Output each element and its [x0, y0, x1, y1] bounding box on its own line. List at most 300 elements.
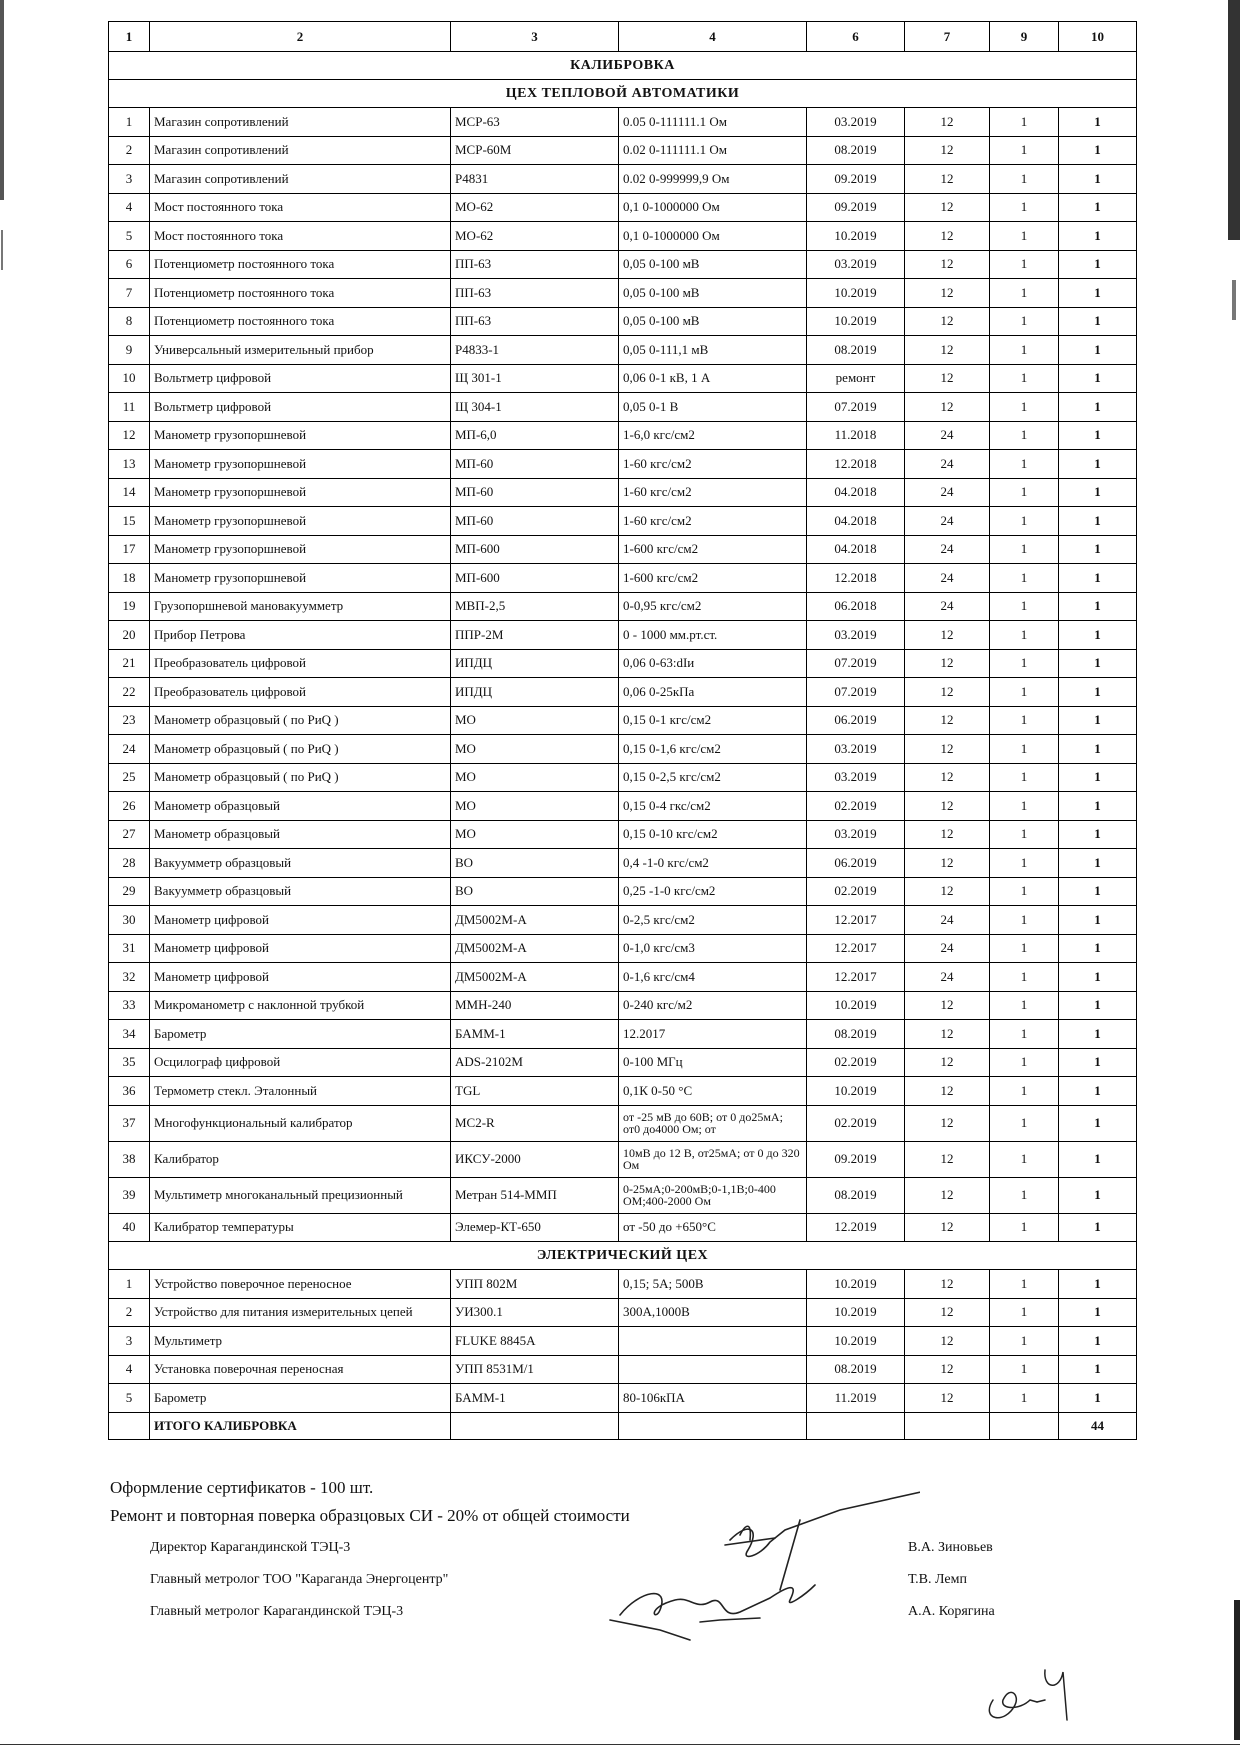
table-cell: 03.2019	[807, 763, 905, 792]
table-cell: 1	[990, 592, 1059, 621]
table-cell: 1	[109, 108, 150, 137]
table-cell: 1	[990, 222, 1059, 251]
table-cell: МСР-60М	[451, 136, 619, 165]
table-cell: 1	[990, 1141, 1059, 1177]
table-cell: 0,05 0-100 мВ	[619, 307, 807, 336]
table-cell: 1	[990, 136, 1059, 165]
table-cell: Устройство поверочное переносное	[150, 1270, 451, 1299]
table-cell: 12	[905, 193, 990, 222]
table-cell: 03.2019	[807, 250, 905, 279]
table-cell: 6	[109, 250, 150, 279]
table-cell: 1	[990, 991, 1059, 1020]
table-cell: Манометр образцовый ( по РиQ )	[150, 763, 451, 792]
header-cell: 3	[451, 22, 619, 52]
table-cell: 12	[905, 1298, 990, 1327]
table-cell: 1	[990, 649, 1059, 678]
table-cell: Прибор Петрова	[150, 621, 451, 650]
title-row	[109, 52, 1137, 80]
table-cell: 1	[1059, 1020, 1137, 1049]
table-cell: 12	[905, 1327, 990, 1356]
table-cell: 24	[905, 450, 990, 479]
table-cell: Магазин сопротивлений	[150, 165, 451, 194]
table-cell: ППР-2М	[451, 621, 619, 650]
table-row	[109, 820, 1137, 849]
table-cell: 1	[1059, 364, 1137, 393]
table-cell: 34	[109, 1020, 150, 1049]
table-cell: 24	[905, 564, 990, 593]
table-cell: 0,06 0-63:dIи	[619, 649, 807, 678]
table-cell: 12	[905, 1077, 990, 1106]
table-cell: Щ 301-1	[451, 364, 619, 393]
table-cell: 0-100 МГц	[619, 1048, 807, 1077]
table-cell: 08.2019	[807, 1355, 905, 1384]
table-cell: 0-25мА;0-200мВ;0-1,1В;0-400 ОМ;400-2000 Ом	[619, 1177, 807, 1213]
table-cell: 03.2019	[807, 820, 905, 849]
table-row	[109, 735, 1137, 764]
table-cell: от -50 до +650°С	[619, 1213, 807, 1242]
table-cell: 1	[990, 1020, 1059, 1049]
table-cell: 8	[109, 307, 150, 336]
table-cell: FLUKE 8845A	[451, 1327, 619, 1356]
table-cell: 1	[1059, 279, 1137, 308]
table-cell: 12	[109, 421, 150, 450]
table-cell: 12	[905, 1355, 990, 1384]
table-cell: 3	[109, 165, 150, 194]
table-cell: 03.2019	[807, 735, 905, 764]
table-cell: 12.2017	[807, 963, 905, 992]
table-cell: 24	[109, 735, 150, 764]
table-cell: Установка поверочная переносная	[150, 1355, 451, 1384]
table-cell: ремонт	[807, 364, 905, 393]
table-cell: 12	[905, 108, 990, 137]
table-cell: 24	[905, 421, 990, 450]
table-cell	[109, 1412, 150, 1439]
table-cell: 1	[1059, 678, 1137, 707]
table-cell: 1	[990, 963, 1059, 992]
signatory-role-1: Директор Карагандинской ТЭЦ-3	[150, 1540, 351, 1555]
table-cell: 02.2019	[807, 1048, 905, 1077]
table-cell: 11.2019	[807, 1384, 905, 1413]
table-cell: Манометр цифровой	[150, 963, 451, 992]
table-cell: 9	[109, 336, 150, 365]
total-value: 44	[1059, 1412, 1137, 1439]
table-cell: 0,15; 5А; 500В	[619, 1270, 807, 1299]
table-row	[109, 1077, 1137, 1106]
table-cell: Универсальный измерительный прибор	[150, 336, 451, 365]
table-cell: ADS-2102M	[451, 1048, 619, 1077]
table-cell: 23	[109, 706, 150, 735]
table-cell: 1	[1059, 450, 1137, 479]
table-cell: 80-106кПА	[619, 1384, 807, 1413]
table-cell: Метран 514-ММП	[451, 1177, 619, 1213]
table-cell: 0,15 0-1 кгс/см2	[619, 706, 807, 735]
table-cell: 0.02 0-111111.1 Ом	[619, 136, 807, 165]
table-cell: 1	[990, 1177, 1059, 1213]
table-cell: 11.2018	[807, 421, 905, 450]
header-row	[109, 22, 1137, 52]
table-cell: УПП 8531М/1	[451, 1355, 619, 1384]
table-cell: 1	[990, 193, 1059, 222]
table-cell: Потенциометр постоянного тока	[150, 307, 451, 336]
table-cell: МО	[451, 820, 619, 849]
table-cell	[619, 1412, 807, 1439]
table-row	[109, 1270, 1137, 1299]
calibration-table	[108, 21, 1137, 1440]
table-cell: Устройство для питания измерительных цепей	[150, 1298, 451, 1327]
table-cell: 12	[905, 1105, 990, 1141]
table-cell: 0,1 0-1000000 Ом	[619, 222, 807, 251]
table-cell: Мультиметр многоканальный прецизионный	[150, 1177, 451, 1213]
table-cell: 1	[1059, 307, 1137, 336]
table-row	[109, 336, 1137, 365]
table-row	[109, 678, 1137, 707]
table-cell	[451, 1412, 619, 1439]
table-cell: 1	[990, 535, 1059, 564]
table-cell: Р4833-1	[451, 336, 619, 365]
table-cell: 1	[1059, 1177, 1137, 1213]
table-row	[109, 1105, 1137, 1141]
table-cell: УИ300.1	[451, 1298, 619, 1327]
table-cell: 1	[1059, 393, 1137, 422]
table-cell: 1	[990, 792, 1059, 821]
table-cell: 12	[905, 763, 990, 792]
table-cell: 1	[1059, 535, 1137, 564]
table-cell: ПП-63	[451, 307, 619, 336]
table-cell: 1	[1059, 621, 1137, 650]
table-cell: УПП 802М	[451, 1270, 619, 1299]
table-cell: 4	[109, 1355, 150, 1384]
table-cell: 07.2019	[807, 678, 905, 707]
table-cell: Мультиметр	[150, 1327, 451, 1356]
table-cell: 5	[109, 222, 150, 251]
table-row	[109, 592, 1137, 621]
table-cell: 1	[1059, 763, 1137, 792]
table-cell: Манометр грузопоршневой	[150, 507, 451, 536]
table-cell: 35	[109, 1048, 150, 1077]
table-cell: 27	[109, 820, 150, 849]
table-cell: 11	[109, 393, 150, 422]
table-cell: 03.2019	[807, 108, 905, 137]
table-cell: 1	[990, 1077, 1059, 1106]
scan-bottom-edge	[0, 1744, 1240, 1745]
table-cell: 10.2019	[807, 1077, 905, 1106]
table-cell: 1	[1059, 991, 1137, 1020]
table-cell: 0,15 0-1,6 кгс/см2	[619, 735, 807, 764]
table-cell: 12	[905, 792, 990, 821]
table-cell: 3	[109, 1327, 150, 1356]
table-cell: 0.05 0-111111.1 Ом	[619, 108, 807, 137]
table-cell: МП-60	[451, 507, 619, 536]
table-cell: 1	[990, 1384, 1059, 1413]
table-cell: 0,05 0-100 мВ	[619, 250, 807, 279]
table-cell: 26	[109, 792, 150, 821]
table-cell: ДМ5002М-А	[451, 934, 619, 963]
table-cell: 1	[990, 250, 1059, 279]
scan-edge-left	[0, 0, 8, 1754]
table-cell: 12	[905, 621, 990, 650]
table-cell: МП-600	[451, 564, 619, 593]
table-cell: 40	[109, 1213, 150, 1242]
table-cell: Манометр цифровой	[150, 934, 451, 963]
table-cell: 06.2019	[807, 849, 905, 878]
table-cell: МО-62	[451, 222, 619, 251]
table-cell: БАММ-1	[451, 1384, 619, 1413]
table-row	[109, 535, 1137, 564]
table-cell: 1	[990, 934, 1059, 963]
table-cell: 12	[905, 877, 990, 906]
table-cell: 0,15 0-4 гкс/см2	[619, 792, 807, 821]
certificates-note: Оформление сертификатов - 100 шт.	[110, 1478, 374, 1497]
table-cell: 1	[990, 108, 1059, 137]
table-cell: 1	[1059, 934, 1137, 963]
table-row	[109, 108, 1137, 137]
table-row	[109, 307, 1137, 336]
table-cell	[619, 1355, 807, 1384]
table-cell: 1	[1059, 877, 1137, 906]
table-cell: МО	[451, 706, 619, 735]
table-cell: Щ 304-1	[451, 393, 619, 422]
table-cell: 37	[109, 1105, 150, 1141]
table-cell: 1	[1059, 421, 1137, 450]
table-cell	[990, 1412, 1059, 1439]
table-cell: 10.2019	[807, 991, 905, 1020]
table-cell: 2	[109, 136, 150, 165]
table-row	[109, 222, 1137, 251]
table-cell: Потенциометр постоянного тока	[150, 279, 451, 308]
table-cell: Барометр	[150, 1384, 451, 1413]
table-row	[109, 792, 1137, 821]
table-cell: Калибратор температуры	[150, 1213, 451, 1242]
table-cell: 19	[109, 592, 150, 621]
table-cell: Манометр образцовый ( по РиQ )	[150, 706, 451, 735]
repair-note: Ремонт и повторная поверка образцовых СИ - 20% от общей стоимости	[110, 1506, 630, 1525]
table-cell: 1	[990, 507, 1059, 536]
table-cell: 1-6,0 кгс/см2	[619, 421, 807, 450]
table-row	[109, 450, 1137, 479]
table-cell: 12	[905, 991, 990, 1020]
table-cell: Р4831	[451, 165, 619, 194]
table-cell: 1	[990, 706, 1059, 735]
table-cell: 20	[109, 621, 150, 650]
table-cell: Преобразователь цифровой	[150, 649, 451, 678]
table-cell: 07.2019	[807, 393, 905, 422]
handwritten-signatures	[600, 1490, 920, 1650]
table-cell: 15	[109, 507, 150, 536]
table-row	[109, 1177, 1137, 1213]
table-cell: 0,25 -1-0 кгс/см2	[619, 877, 807, 906]
table-cell: 1-600 кгс/см2	[619, 564, 807, 593]
table-cell: 0-2,5 кгс/см2	[619, 906, 807, 935]
table-cell: 0,15 0-2,5 кгс/см2	[619, 763, 807, 792]
table-cell: 02.2019	[807, 1105, 905, 1141]
table-cell: Магазин сопротивлений	[150, 108, 451, 137]
table-cell: Вольтметр цифровой	[150, 393, 451, 422]
table-cell: 1	[990, 877, 1059, 906]
table-cell: МО	[451, 792, 619, 821]
table-cell: 1	[1059, 1270, 1137, 1299]
table-cell: 10.2019	[807, 307, 905, 336]
table-cell: Вакуумметр образцовый	[150, 849, 451, 878]
table-cell: Манометр грузопоршневой	[150, 421, 451, 450]
table-cell: 1	[1059, 820, 1137, 849]
total-row	[109, 1412, 1137, 1439]
table-cell: Манометр грузопоршневой	[150, 535, 451, 564]
table-cell: Калибратор	[150, 1141, 451, 1177]
table-cell: 12	[905, 820, 990, 849]
table-cell: 12	[905, 1020, 990, 1049]
table-cell: 1-60 кгс/см2	[619, 478, 807, 507]
table-cell: 0-240 кгс/м2	[619, 991, 807, 1020]
scan-edge-right	[1222, 0, 1240, 1754]
table-cell: 1	[990, 1048, 1059, 1077]
table-cell: Магазин сопротивлений	[150, 136, 451, 165]
table-row	[109, 507, 1137, 536]
table-cell: Многофункциональный калибратор	[150, 1105, 451, 1141]
table-cell: Преобразователь цифровой	[150, 678, 451, 707]
table-cell: МО-62	[451, 193, 619, 222]
table-cell: от -25 мВ до 60В; от 0 до25мА; от0 до4000 Ом; от	[619, 1105, 807, 1141]
table-cell: Вакуумметр образцовый	[150, 877, 451, 906]
table-cell: 1	[990, 336, 1059, 365]
table-cell: ВО	[451, 877, 619, 906]
table-cell: 30	[109, 906, 150, 935]
table-cell: 12.2017	[619, 1020, 807, 1049]
table-cell: 12	[905, 364, 990, 393]
table-row	[109, 136, 1137, 165]
table-row	[109, 165, 1137, 194]
table-row	[109, 763, 1137, 792]
section-header-row	[109, 1242, 1137, 1270]
table-cell: 08.2019	[807, 1020, 905, 1049]
table-cell: 0,4 -1-0 кгс/см2	[619, 849, 807, 878]
table-cell: 1	[1059, 1048, 1137, 1077]
table-cell: 10мВ до 12 В, от25мА; от 0 до 320 Ом	[619, 1141, 807, 1177]
table-cell: 32	[109, 963, 150, 992]
table-cell: 1	[1059, 1298, 1137, 1327]
table-cell	[619, 1327, 807, 1356]
table-cell: 1	[1059, 336, 1137, 365]
table-cell: Грузопоршневой мановакуумметр	[150, 592, 451, 621]
header-cell: 7	[905, 22, 990, 52]
table-cell: БАММ-1	[451, 1020, 619, 1049]
table-cell: 1	[990, 1270, 1059, 1299]
table-cell: 12	[905, 393, 990, 422]
table-cell: 1	[990, 421, 1059, 450]
table-cell: 0,05 0-111,1 мВ	[619, 336, 807, 365]
table-cell: 12	[905, 279, 990, 308]
table-cell: 03.2019	[807, 621, 905, 650]
table-cell: 1	[1059, 1077, 1137, 1106]
table-cell: 1	[109, 1270, 150, 1299]
table-cell: Манометр грузопоршневой	[150, 450, 451, 479]
table-row	[109, 621, 1137, 650]
table-row	[109, 393, 1137, 422]
header-cell: 6	[807, 22, 905, 52]
table-cell: 1-600 кгс/см2	[619, 535, 807, 564]
table-cell: 0,1 0-1000000 Ом	[619, 193, 807, 222]
table-cell: 0-1,0 кгс/см3	[619, 934, 807, 963]
table-cell: 12	[905, 165, 990, 194]
table-cell: 1	[1059, 963, 1137, 992]
table-cell: 12.2018	[807, 450, 905, 479]
table-cell: 36	[109, 1077, 150, 1106]
table-cell: Барометр	[150, 1020, 451, 1049]
table-row	[109, 421, 1137, 450]
table-cell: 12	[905, 649, 990, 678]
table-row	[109, 279, 1137, 308]
handwritten-initials	[975, 1660, 1085, 1730]
table-cell: TGL	[451, 1077, 619, 1106]
table-cell: 31	[109, 934, 150, 963]
table-row	[109, 991, 1137, 1020]
table-cell: 17	[109, 535, 150, 564]
header-cell: 10	[1059, 22, 1137, 52]
table-row	[109, 934, 1137, 963]
table-cell: 29	[109, 877, 150, 906]
section-header-row	[109, 80, 1137, 108]
table-cell: Манометр грузопоршневой	[150, 564, 451, 593]
signatory-role-2: Главный метролог ТОО "Караганда Энергоцентр"	[150, 1572, 449, 1587]
table-cell: 1	[990, 564, 1059, 593]
table-cell: 1	[1059, 507, 1137, 536]
table-cell: Термометр стекл. Эталонный	[150, 1077, 451, 1106]
table-cell: 07.2019	[807, 649, 905, 678]
table-cell: 08.2019	[807, 1177, 905, 1213]
table-cell: 09.2019	[807, 1141, 905, 1177]
table-cell: 1	[990, 450, 1059, 479]
table-cell: 300А,1000В	[619, 1298, 807, 1327]
table-cell: 0,1К 0-50 °С	[619, 1077, 807, 1106]
table-row	[109, 1355, 1137, 1384]
table-cell: 10.2019	[807, 1298, 905, 1327]
table-cell: 10	[109, 364, 150, 393]
signatory-name-2: Т.В. Лемп	[908, 1572, 967, 1587]
table-cell: 09.2019	[807, 193, 905, 222]
table-cell	[807, 1412, 905, 1439]
table-cell: 28	[109, 849, 150, 878]
table-cell: ДМ5002М-А	[451, 906, 619, 935]
table-cell: 13	[109, 450, 150, 479]
table-cell: 12	[905, 222, 990, 251]
table-cell: 12	[905, 250, 990, 279]
table-cell: 1	[1059, 706, 1137, 735]
table-cell: 1	[990, 279, 1059, 308]
table-cell: 1	[990, 364, 1059, 393]
table-cell: 0 - 1000 мм.рт.ст.	[619, 621, 807, 650]
table-cell: 1	[1059, 1355, 1137, 1384]
table-cell: 1	[990, 307, 1059, 336]
table-cell: 24	[905, 963, 990, 992]
table-cell: 10.2019	[807, 1270, 905, 1299]
table-cell: ИПДЦ	[451, 649, 619, 678]
table-cell: ПП-63	[451, 250, 619, 279]
table-cell: 02.2019	[807, 877, 905, 906]
table-cell: МО	[451, 763, 619, 792]
table-cell: 12	[905, 307, 990, 336]
table-row	[109, 1048, 1137, 1077]
table-row	[109, 1384, 1137, 1413]
table-cell: 04.2018	[807, 478, 905, 507]
table-cell: 24	[905, 478, 990, 507]
table-cell: 1-60 кгс/см2	[619, 507, 807, 536]
table-cell: Потенциометр постоянного тока	[150, 250, 451, 279]
table-cell: 1	[1059, 649, 1137, 678]
table-cell: 10.2019	[807, 1327, 905, 1356]
table-cell: 24	[905, 592, 990, 621]
total-label: ИТОГО КАЛИБРОВКА	[150, 1412, 451, 1439]
table-cell: 12	[905, 735, 990, 764]
table-cell: 12	[905, 1270, 990, 1299]
